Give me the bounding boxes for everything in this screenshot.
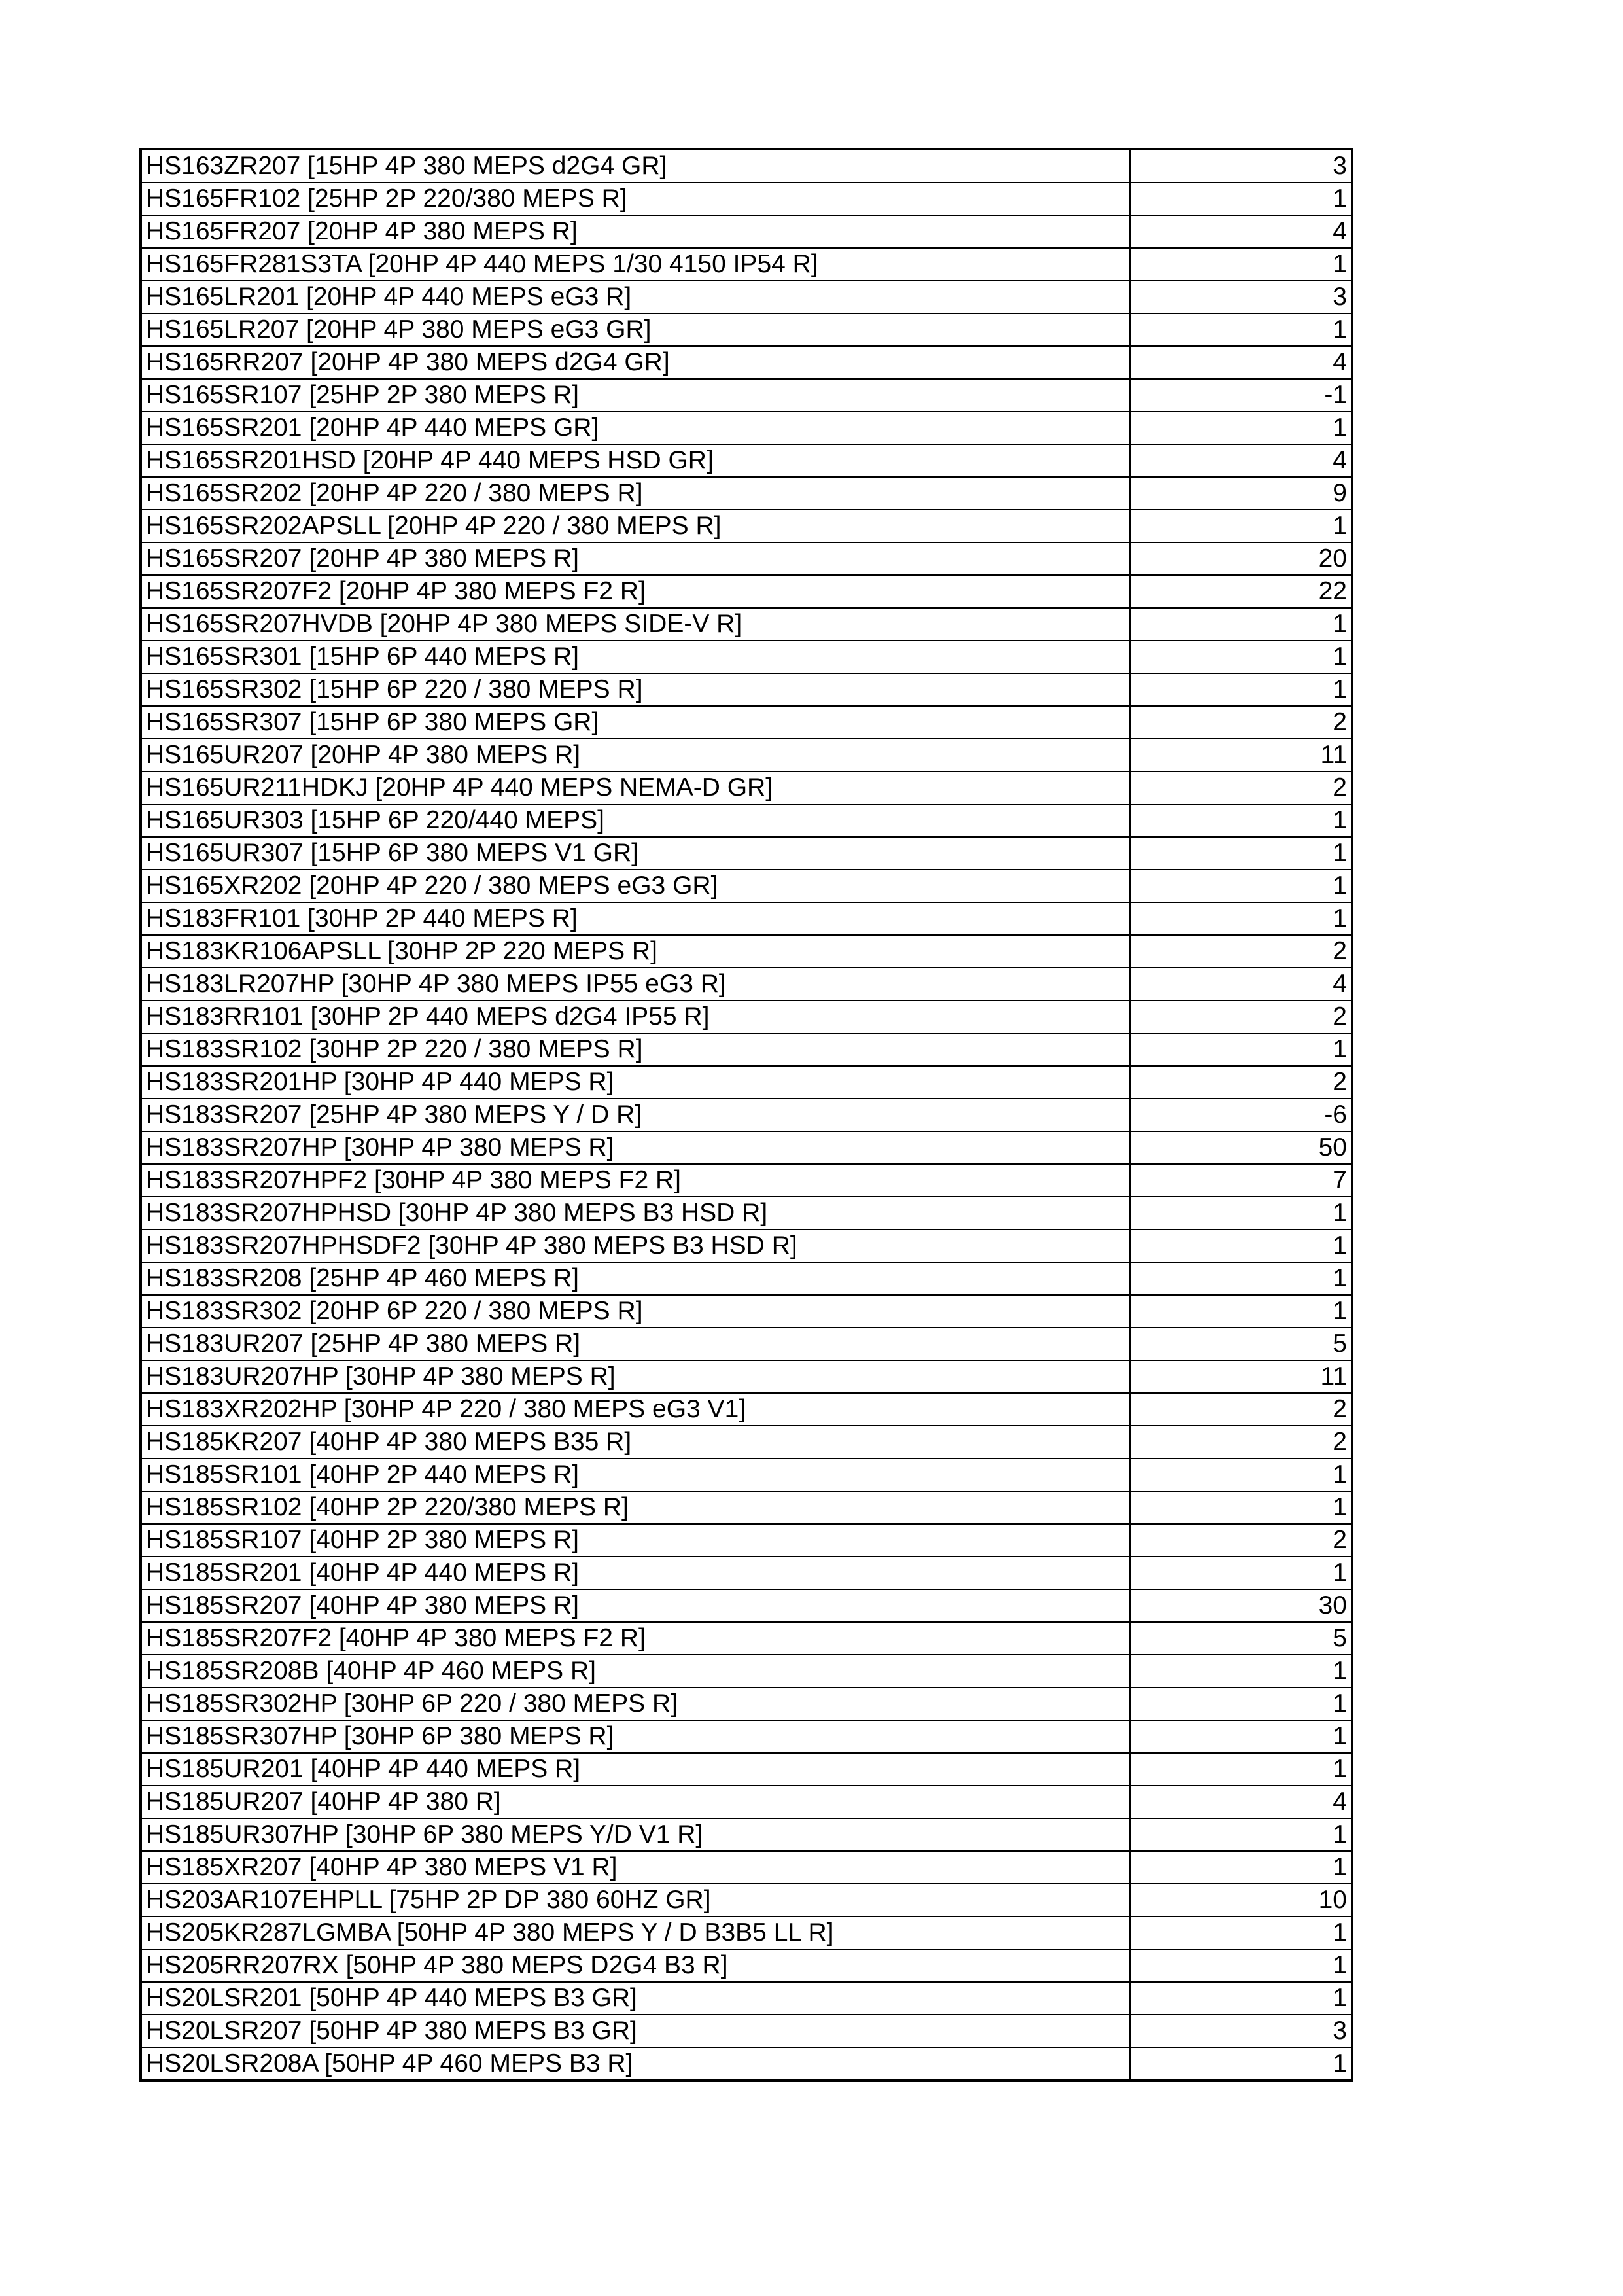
- quantity-cell: 1: [1130, 1916, 1352, 1949]
- table-row: [141, 1000, 1352, 1033]
- quantity-cell: 1: [1130, 2047, 1352, 2081]
- product-cell: HS183SR208 [25HP 4P 460 MEPS R]: [141, 1262, 1130, 1295]
- quantity-cell: 20: [1130, 542, 1352, 575]
- table-row: [141, 248, 1352, 281]
- quantity-cell: 1: [1130, 1655, 1352, 1687]
- quantity-cell: 2: [1130, 706, 1352, 739]
- quantity-cell: 2: [1130, 1426, 1352, 1458]
- table-row: [141, 2047, 1352, 2081]
- table-row: [141, 1229, 1352, 1262]
- quantity-cell: 1: [1130, 1229, 1352, 1262]
- quantity-cell: 4: [1130, 346, 1352, 379]
- product-cell: HS165UR303 [15HP 6P 220/440 MEPS]: [141, 804, 1130, 837]
- table-row: [141, 673, 1352, 706]
- product-cell: HS183LR207HP [30HP 4P 380 MEPS IP55 eG3 R]: [141, 968, 1130, 1000]
- table-row: [141, 935, 1352, 968]
- product-cell: HS20LSR201 [50HP 4P 440 MEPS B3 GR]: [141, 1982, 1130, 2015]
- product-cell: HS165LR201 [20HP 4P 440 MEPS eG3 R]: [141, 281, 1130, 313]
- table-row: [141, 1949, 1352, 1982]
- product-cell: HS185XR207 [40HP 4P 380 MEPS V1 R]: [141, 1851, 1130, 1884]
- product-cell: HS165UR207 [20HP 4P 380 MEPS R]: [141, 739, 1130, 771]
- table-row: [141, 1818, 1352, 1851]
- product-cell: HS165FR102 [25HP 2P 220/380 MEPS R]: [141, 183, 1130, 215]
- quantity-cell: 1: [1130, 804, 1352, 837]
- product-cell: HS20LSR208A [50HP 4P 460 MEPS B3 R]: [141, 2047, 1130, 2081]
- table-row: [141, 1328, 1352, 1360]
- product-cell: HS183UR207HP [30HP 4P 380 MEPS R]: [141, 1360, 1130, 1393]
- product-cell: HS183UR207 [25HP 4P 380 MEPS R]: [141, 1328, 1130, 1360]
- product-cell: HS183SR207 [25HP 4P 380 MEPS Y / D R]: [141, 1099, 1130, 1131]
- table-row: [141, 510, 1352, 542]
- product-cell: HS165SR201 [20HP 4P 440 MEPS GR]: [141, 412, 1130, 444]
- product-cell: HS185UR201 [40HP 4P 440 MEPS R]: [141, 1753, 1130, 1786]
- quantity-cell: 1: [1130, 1949, 1352, 1982]
- table-row: [141, 804, 1352, 837]
- quantity-cell: 1: [1130, 673, 1352, 706]
- table-row: [141, 379, 1352, 412]
- table-row: [141, 706, 1352, 739]
- quantity-cell: 2: [1130, 1393, 1352, 1426]
- quantity-cell: 7: [1130, 1164, 1352, 1197]
- table-row: [141, 412, 1352, 444]
- quantity-cell: 1: [1130, 1491, 1352, 1524]
- table-row: [141, 1295, 1352, 1328]
- quantity-cell: 3: [1130, 281, 1352, 313]
- quantity-cell: 4: [1130, 968, 1352, 1000]
- table-row: [141, 1131, 1352, 1164]
- product-cell: HS165UR211HDKJ [20HP 4P 440 MEPS NEMA-D GR]: [141, 771, 1130, 804]
- table-row: [141, 215, 1352, 248]
- quantity-cell: 4: [1130, 215, 1352, 248]
- product-cell: HS165RR207 [20HP 4P 380 MEPS d2G4 GR]: [141, 346, 1130, 379]
- product-cell: HS183SR207HPHSDF2 [30HP 4P 380 MEPS B3 HSD R]: [141, 1229, 1130, 1262]
- table-row: [141, 1360, 1352, 1393]
- table-row: [141, 641, 1352, 673]
- quantity-cell: 11: [1130, 739, 1352, 771]
- quantity-cell: 1: [1130, 870, 1352, 902]
- quantity-cell: 3: [1130, 2015, 1352, 2047]
- quantity-cell: 2: [1130, 771, 1352, 804]
- product-cell: HS185SR101 [40HP 2P 440 MEPS R]: [141, 1458, 1130, 1491]
- quantity-cell: 1: [1130, 510, 1352, 542]
- product-cell: HS185SR207F2 [40HP 4P 380 MEPS F2 R]: [141, 1622, 1130, 1655]
- product-cell: HS185SR201 [40HP 4P 440 MEPS R]: [141, 1557, 1130, 1589]
- product-cell: HS185SR302HP [30HP 6P 220 / 380 MEPS R]: [141, 1687, 1130, 1720]
- quantity-cell: 1: [1130, 902, 1352, 935]
- table-row: [141, 1557, 1352, 1589]
- quantity-cell: 1: [1130, 1687, 1352, 1720]
- table-row: [141, 1458, 1352, 1491]
- quantity-cell: 2: [1130, 935, 1352, 968]
- quantity-cell: 1: [1130, 1295, 1352, 1328]
- product-cell: HS165FR207 [20HP 4P 380 MEPS R]: [141, 215, 1130, 248]
- product-cell: HS165SR207F2 [20HP 4P 380 MEPS F2 R]: [141, 575, 1130, 608]
- quantity-cell: 1: [1130, 313, 1352, 346]
- product-cell: HS205RR207RX [50HP 4P 380 MEPS D2G4 B3 R]: [141, 1949, 1130, 1982]
- table-row: [141, 1720, 1352, 1753]
- table-row: [141, 1491, 1352, 1524]
- table-row: [141, 771, 1352, 804]
- quantity-cell: 1: [1130, 641, 1352, 673]
- table-row: [141, 1916, 1352, 1949]
- quantity-cell: 9: [1130, 477, 1352, 510]
- quantity-cell: 1: [1130, 608, 1352, 641]
- table-row: [141, 1753, 1352, 1786]
- product-cell: HS165UR307 [15HP 6P 380 MEPS V1 GR]: [141, 837, 1130, 870]
- product-cell: HS165SR202APSLL [20HP 4P 220 / 380 MEPS R]: [141, 510, 1130, 542]
- product-cell: HS183SR201HP [30HP 4P 440 MEPS R]: [141, 1066, 1130, 1099]
- table-row: [141, 1393, 1352, 1426]
- inventory-table-body: [141, 149, 1352, 2081]
- product-cell: HS165SR202 [20HP 4P 220 / 380 MEPS R]: [141, 477, 1130, 510]
- quantity-cell: 3: [1130, 149, 1352, 183]
- table-row: [141, 1786, 1352, 1818]
- table-row: [141, 1164, 1352, 1197]
- table-row: [141, 1982, 1352, 2015]
- product-cell: HS165SR302 [15HP 6P 220 / 380 MEPS R]: [141, 673, 1130, 706]
- table-row: [141, 149, 1352, 183]
- product-cell: HS165SR201HSD [20HP 4P 440 MEPS HSD GR]: [141, 444, 1130, 477]
- product-cell: HS165FR281S3TA [20HP 4P 440 MEPS 1/30 4150 IP54 R]: [141, 248, 1130, 281]
- table-row: [141, 1262, 1352, 1295]
- product-cell: HS183SR302 [20HP 6P 220 / 380 MEPS R]: [141, 1295, 1130, 1328]
- table-row: [141, 739, 1352, 771]
- table-row: [141, 1066, 1352, 1099]
- table-row: [141, 1622, 1352, 1655]
- table-row: [141, 1655, 1352, 1687]
- table-row: [141, 542, 1352, 575]
- quantity-cell: 1: [1130, 1818, 1352, 1851]
- product-cell: HS185SR107 [40HP 2P 380 MEPS R]: [141, 1524, 1130, 1557]
- product-cell: HS185UR207 [40HP 4P 380 R]: [141, 1786, 1130, 1818]
- quantity-cell: 1: [1130, 1033, 1352, 1066]
- product-cell: HS203AR107EHPLL [75HP 2P DP 380 60HZ GR]: [141, 1884, 1130, 1916]
- inventory-table: [139, 148, 1353, 2082]
- quantity-cell: 1: [1130, 1458, 1352, 1491]
- table-row: [141, 183, 1352, 215]
- quantity-cell: 1: [1130, 183, 1352, 215]
- product-cell: HS165XR202 [20HP 4P 220 / 380 MEPS eG3 GR]: [141, 870, 1130, 902]
- quantity-cell: 4: [1130, 444, 1352, 477]
- product-cell: HS183SR207HPHSD [30HP 4P 380 MEPS B3 HSD R]: [141, 1197, 1130, 1229]
- quantity-cell: 1: [1130, 1982, 1352, 2015]
- product-cell: HS183SR207HPF2 [30HP 4P 380 MEPS F2 R]: [141, 1164, 1130, 1197]
- quantity-cell: 1: [1130, 1851, 1352, 1884]
- product-cell: HS185SR307HP [30HP 6P 380 MEPS R]: [141, 1720, 1130, 1753]
- table-row: [141, 575, 1352, 608]
- quantity-cell: 2: [1130, 1524, 1352, 1557]
- product-cell: HS185KR207 [40HP 4P 380 MEPS B35 R]: [141, 1426, 1130, 1458]
- product-cell: HS183RR101 [30HP 2P 440 MEPS d2G4 IP55 R]: [141, 1000, 1130, 1033]
- quantity-cell: 4: [1130, 1786, 1352, 1818]
- quantity-cell: 2: [1130, 1066, 1352, 1099]
- quantity-cell: 5: [1130, 1328, 1352, 1360]
- product-cell: HS165LR207 [20HP 4P 380 MEPS eG3 GR]: [141, 313, 1130, 346]
- quantity-cell: 1: [1130, 248, 1352, 281]
- quantity-cell: 22: [1130, 575, 1352, 608]
- table-row: [141, 837, 1352, 870]
- product-cell: HS183FR101 [30HP 2P 440 MEPS R]: [141, 902, 1130, 935]
- quantity-cell: 1: [1130, 1557, 1352, 1589]
- product-cell: HS165SR307 [15HP 6P 380 MEPS GR]: [141, 706, 1130, 739]
- table-row: [141, 281, 1352, 313]
- product-cell: HS165SR107 [25HP 2P 380 MEPS R]: [141, 379, 1130, 412]
- table-row: [141, 1884, 1352, 1916]
- product-cell: HS205KR287LGMBA [50HP 4P 380 MEPS Y / D B3B5 LL R]: [141, 1916, 1130, 1949]
- table-row: [141, 1589, 1352, 1622]
- quantity-cell: 11: [1130, 1360, 1352, 1393]
- quantity-cell: 1: [1130, 412, 1352, 444]
- product-cell: HS183KR106APSLL [30HP 2P 220 MEPS R]: [141, 935, 1130, 968]
- product-cell: HS163ZR207 [15HP 4P 380 MEPS d2G4 GR]: [141, 149, 1130, 183]
- quantity-cell: 1: [1130, 837, 1352, 870]
- quantity-cell: 1: [1130, 1262, 1352, 1295]
- table-row: [141, 1099, 1352, 1131]
- product-cell: HS183SR102 [30HP 2P 220 / 380 MEPS R]: [141, 1033, 1130, 1066]
- product-cell: HS185SR102 [40HP 2P 220/380 MEPS R]: [141, 1491, 1130, 1524]
- quantity-cell: 2: [1130, 1000, 1352, 1033]
- product-cell: HS183SR207HP [30HP 4P 380 MEPS R]: [141, 1131, 1130, 1164]
- quantity-cell: 1: [1130, 1753, 1352, 1786]
- product-cell: HS185UR307HP [30HP 6P 380 MEPS Y/D V1 R]: [141, 1818, 1130, 1851]
- quantity-cell: 1: [1130, 1197, 1352, 1229]
- product-cell: HS185SR207 [40HP 4P 380 MEPS R]: [141, 1589, 1130, 1622]
- product-cell: HS165SR207 [20HP 4P 380 MEPS R]: [141, 542, 1130, 575]
- table-row: [141, 1851, 1352, 1884]
- product-cell: HS20LSR207 [50HP 4P 380 MEPS B3 GR]: [141, 2015, 1130, 2047]
- quantity-cell: 30: [1130, 1589, 1352, 1622]
- table-row: [141, 1524, 1352, 1557]
- quantity-cell: 5: [1130, 1622, 1352, 1655]
- product-cell: HS183XR202HP [30HP 4P 220 / 380 MEPS eG3 V1]: [141, 1393, 1130, 1426]
- table-row: [141, 444, 1352, 477]
- table-row: [141, 1687, 1352, 1720]
- product-cell: HS165SR207HVDB [20HP 4P 380 MEPS SIDE-V R]: [141, 608, 1130, 641]
- product-cell: HS165SR301 [15HP 6P 440 MEPS R]: [141, 641, 1130, 673]
- quantity-cell: -1: [1130, 379, 1352, 412]
- table-row: [141, 1426, 1352, 1458]
- table-row: [141, 1033, 1352, 1066]
- table-row: [141, 313, 1352, 346]
- table-row: [141, 477, 1352, 510]
- table-row: [141, 608, 1352, 641]
- table-row: [141, 346, 1352, 379]
- table-row: [141, 870, 1352, 902]
- quantity-cell: 10: [1130, 1884, 1352, 1916]
- quantity-cell: 50: [1130, 1131, 1352, 1164]
- table-row: [141, 968, 1352, 1000]
- product-cell: HS185SR208B [40HP 4P 460 MEPS R]: [141, 1655, 1130, 1687]
- table-row: [141, 902, 1352, 935]
- quantity-cell: -6: [1130, 1099, 1352, 1131]
- table-row: [141, 1197, 1352, 1229]
- quantity-cell: 1: [1130, 1720, 1352, 1753]
- table-row: [141, 2015, 1352, 2047]
